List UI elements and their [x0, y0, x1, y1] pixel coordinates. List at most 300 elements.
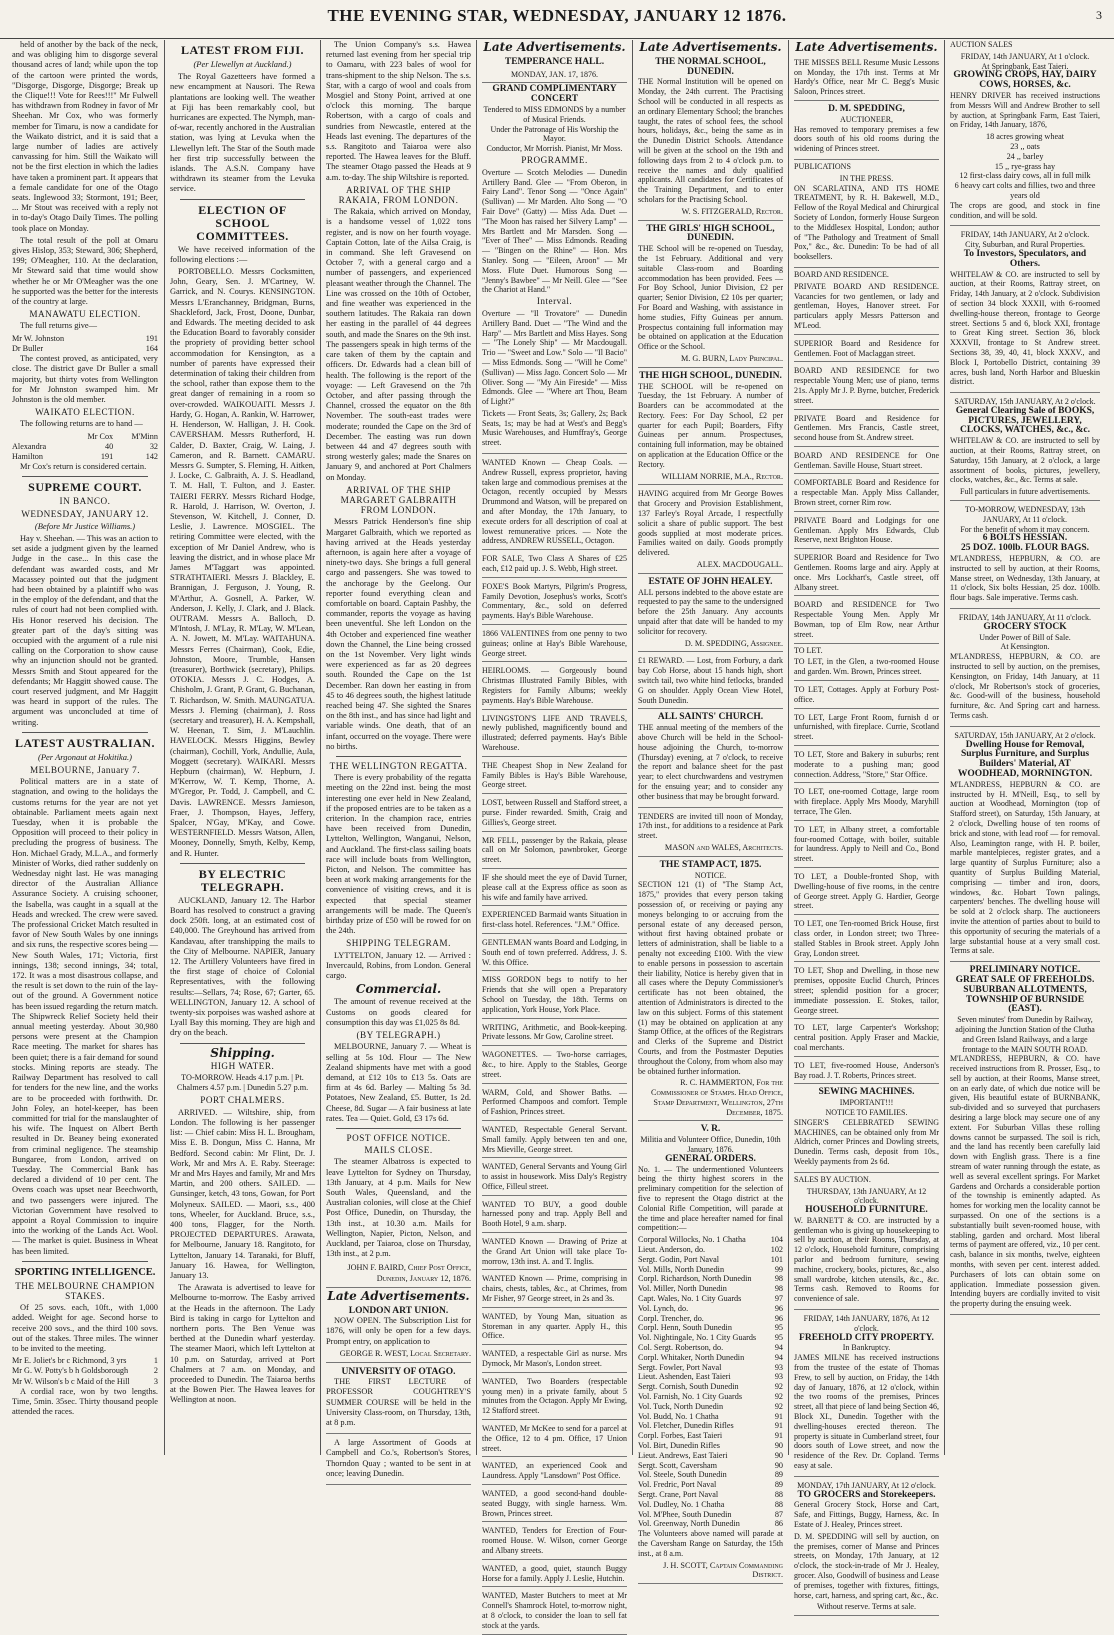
- column-rule: [788, 40, 789, 1455]
- freehold-ad: [794, 1312, 939, 1477]
- household-furniture-ad: [794, 1185, 939, 1311]
- suburban-heading: SUBURBAN ALLOTMENTS,: [963, 984, 1087, 995]
- late-ads-heading: Late Advertisements.: [483, 40, 626, 54]
- board-ad: PRIVATE BOARD AND RESIDENCE. Vacancies for two gentlemen, or lady and gentleman, Hoyes, Hanover street. For particulars apply Messrs Patterson and M'Leod.: [794, 280, 939, 335]
- volunteer-score: 89: [774, 1470, 783, 1480]
- crop-line: 12 first-class dairy cows, all in full milk: [959, 171, 1091, 181]
- column-rule: [476, 40, 477, 1455]
- table-row: [638, 1451, 783, 1461]
- divider: [22, 732, 148, 733]
- publication-body: ON SCARLATINA, AND ITS HOME TREATMENT, by R. H. Bakewell, M.D., Fellow of the Royal Medical and Chirurgical Society of London, formerly House Surgeon to the Middlesex Hospital, London; author of "The Pathology and Treatment of Small Pox," &c., &c. Dunedin: To be had of all booksellers.: [794, 183, 939, 262]
- normal-school-body: THE Normal Institution will be opened on Monday, the 24th current. The Practising School will be conducted in all respects as an ordinary Elementary School; the branches taught, the rates of school fees, the school hours, holidays, &c., being the same as in the Dunedin District Schools. Attendance will be given at the school on the 19th and following days from 2 to 4 o'clock p.m. to receive the names and duly qualified applicants. All candidates for Certificates of the Training Department, and to enter scholars for the Practising School.: [638, 77, 783, 204]
- sale-date: SATURDAY, 15th JANUARY, At 2 o'clock.: [954, 730, 1096, 740]
- volunteer-score: 92: [774, 1382, 783, 1392]
- to-let-ad: TO LET, in Albany street, a comfortable four-roomed Cottage, with boiler, suitable for laundress. Apply to Neill and Co., Bond street.: [794, 823, 939, 868]
- table-row: [638, 1265, 783, 1275]
- classified-ad: MISS GORDON begs to notify to her Friends that she will open a Preparatory School on Tuesday, the 18th. Terms on application, York House, York Place.: [482, 973, 627, 1018]
- concert-tender: Tendered to MISS EDMONDS by a number of Musical Friends.: [483, 104, 626, 124]
- court-date: WEDNESDAY, JANUARY 12.: [21, 508, 149, 519]
- girls-school-signature: M. G. BURN, Lady Principal.: [681, 353, 783, 363]
- tenders-ad: [638, 810, 783, 857]
- table-cell: Mr G. W. Potty's b h Goldsborough: [12, 1366, 129, 1376]
- hessian-label: 6 BOLTS HESSIAN.: [982, 533, 1068, 544]
- volunteer-score: 96: [774, 1313, 783, 1323]
- volunteer-score: 92: [774, 1401, 783, 1411]
- table-row: [638, 1490, 783, 1500]
- table-row: [638, 1323, 783, 1333]
- table-cell: 2: [153, 1366, 158, 1376]
- spedding-sale-body: D. M. SPEDDING will sell by auction, on the premises, corner of Manse and Princes streets, on Monday, 17th January, at 12 o'clock, the stock-in-trade of Mr J. Healey, grocer. Also, Goodwill of business and Lease of premises, together with fixtures, fittings, horse, cart, harness, and spring cart, &c., &c.: [794, 1531, 939, 1600]
- table-row: [638, 1441, 783, 1451]
- table-cell: Mr E. Joliet's br c Richmond, 3 yrs: [12, 1356, 127, 1366]
- investors-heading: To Investors, Speculators, and Others.: [963, 248, 1087, 269]
- estate-body: ALL persons indebted to the above estate are requested to pay the same to the undersigned before the 25th January. Any accounts unpaid after that date will be handed to my solicitor for recovery.: [638, 587, 783, 636]
- grocery-body: HAVING acquired from Mr George Bowes that Grocery and Provision Establishment, 137 Farley's Royal Arcade, I respectfully solicit a share of public support. The best goods supplied at most moderate prices. Families waited on daily. Goods promptly delivered.: [638, 489, 783, 558]
- volunteer-name: Vol. Fredric, Port Naval: [638, 1480, 717, 1490]
- to-let-ad: TO LET, one-roomed Cottage, large room with fireplace. Apply Mrs Moody, Maryhill terrace, The Glen.: [794, 785, 939, 820]
- table-row: [12, 1377, 158, 1387]
- to-let-ad: TO LET, five-roomed House, Anderson's Bay road. J. T. Roberts, Princes street.: [794, 1059, 939, 1085]
- grocers-sale-ad: [794, 1479, 939, 1616]
- interval-label: Interval.: [536, 296, 573, 307]
- crop-line: 24 ,, barley: [1006, 151, 1044, 161]
- volunteer-name: Vol. Miller, North Dunedin: [638, 1284, 727, 1294]
- classified-ad: FOR SALE, Two Class A Shares of £25 each, £12 paid up. J. S. Webb, High street.: [482, 552, 627, 578]
- post-office-signature: JOHN F. BAIRD, Chief Post Office, Dunedin, January 12, 1876.: [347, 1263, 471, 1283]
- volunteer-score: 93: [774, 1362, 783, 1372]
- programme-heading: PROGRAMME.: [521, 154, 588, 165]
- table-cell: Dr Buller: [12, 343, 44, 353]
- volunteer-name: Vol. Nightingale, No. 1 City Guards: [638, 1333, 757, 1343]
- fiji-heading: LATEST FROM FIJI.: [180, 43, 305, 57]
- estate-heading: ESTATE OF JOHN HEALEY.: [648, 576, 773, 587]
- church-body: THE annual meeting of the members of the above Church will be held in the School-house adjoining the Church, to-morrow (Thursday) evening, at 7 o'clock, to receive the report and balance sheet for the past year; to elect churchwardens and vestrymen for the ensuing year; and to consider any other business that may be brought forward.: [638, 723, 783, 801]
- classified-ad: WANTED Known — Prime, comprising in chairs, chests, tables, &c., at Chrimes, from Mr Fisher, 97 George street, in 2s and 3s.: [482, 1272, 627, 1307]
- high-school-ad: [638, 370, 783, 486]
- election-heading: ELECTION OF SCHOOL COMMITTEES.: [196, 202, 289, 243]
- girls-school-heading: THE GIRLS' HIGH SCHOOL, DUNEDIN.: [646, 223, 775, 244]
- column-6: [794, 40, 939, 1612]
- classified-ad: WANTED, Two Boarders (respectable young men) in a private family, about 5 minutes from the Octagon. Apply Mr Ewing, 12 Stafford street.: [482, 1375, 627, 1420]
- publications-heading: PUBLICATIONS: [794, 161, 851, 171]
- classified-ad: WANTED, Mr McKee to send for a parcel at the Office, 12 to 4 pm. Office, 17 Union street.: [482, 1422, 627, 1457]
- classified-ad: WANTED Known — Drawing of Prize at the Grand Art Union will take place To-morrow, 13th inst. A. and T. Inglis.: [482, 1235, 627, 1270]
- preliminary-heading: PRELIMINARY NOTICE.: [969, 965, 1081, 976]
- masthead-title: THE EVENING STAR, WEDNESDAY, JANUARY 12 1876.: [327, 6, 787, 25]
- spedding-subheading: AUCTIONEER,: [839, 114, 894, 124]
- column-2: [170, 40, 315, 1455]
- australian-body: Political matters are in a state of stagnation, and owing to the holidays the customs returns for the year are not yet obtainable. Parliament meets again next Tuesday, when it is probable the Opposition will proceed to their policy in precluding the progress of business. The Hon. Michael Grady, M.L.A., and formerly Minister of Works, died rather suddenly on Wednesday night last. He was managing director of the Australian Alliance Assurance Society. A cruising schooner, the Isabella, was caught in a squall at the Heads and wrecked. The crew were saved. The professional Cricket Match resulted in favor of New South Wales by one innings and six runs, the respective scores being — New South Wales, 171; Victoria, first innings, 138; second innings, 34; total, 172. It was a most disastrous collapse, and the result is set down to the ruin of the lay-out of the ground. A Government notice has been issued regarding the return match. The Shipwreck Relief Society held their annual meeting yesterday. About 30,980 persons were present at the Champion Race meeting. The market for shares has been quiet; there is a fair demand for sound stocks. Mining reports are steady. The Railway Department has resolved to call for tenders for the new line, and the works are to be proceeded with forthwith. Dr. John Foley, an hotel-keeper, has been committed for trial for the manslaughter of his wife. The Inquest on Albert Berth resulted in Dr. Beaney being exonerated from criminal negligence. The steamship Bungaree, from London, arrived on Tuesday. The Commercial Bank has declared a dividend of 10 per cent. The Ovens coach was upset near Beechworth, and two passengers were injured. The Victorian Government have resolved to appoint a Royal Commission to inquire into the working of the Lands Act. Wool. — The market is quiet. Business in Wheat has been limited.: [12, 777, 158, 1256]
- volunteer-name: Col. Sergt. Robertson, do.: [638, 1343, 724, 1353]
- classified-ad: IF she should meet the eye of David Turner, please call at the Express office as soon as his wife and family have arrived.: [482, 871, 627, 906]
- election-body: PORTOBELLO. Messrs Cocksmitten, John, Geary, Sen. J. M'Cartney, W. Garrick, and N. Courys. KENSINGTON. Messrs L'Eranchanney, Bridgman, Burns, Shackleford, Jack, Frost, Doone, Dunbar, and Edwards. The meeting decided to ask the Education Board to favorably consider the propriety of providing better school accommodation for Kensington, as a number of parents have expressed their determination of taking their children from the school, rather than expose them to the great danger of remaining in a room so over-crowded. WAIKOUAITI. Messrs J. Hardy, G. Hogan, A. Rankin, W. Harrower, H. Henderson, W. Halligan, J. H. Cook. CAVERSHAM. Messrs Rutherford, H. Calder, D. Baxter, Craig, W. Laing, J. Cameron, and R. Barnett. CAMARU. Messrs G. Sumpter, S. Fleming, H. Aitken, J. Locke, C. Galbraith, A. J. S. Headland, T. M. Hall, T. Fulton, and J. Easter. TAIERI FERRY. Messrs Richard Hodge, R. Harold, J. Harrison, W. Overton, J. Stevenson, W. Kitchell, J. Conner, D. Leslie, J. Lawrence. MOSGIEL. The retiring Committee were elected, with the exception of Mr Daniel Andrew, who is leaving the district, and in whose place Mr James M'Taggart was appointed. STRATHTAIERI. Messrs J. Blackley, E. Brannigan, J. Ferguson, J. Young, R. M'Arthur, A. Gosnell, A. Parker, W. Anderson, J. Kelly, J. Clark, and J. Black. OUTRAM. Messrs A. Balloch, D. M'Intosh, J. M'Lay, R. M'Lay, W. M'Lean, A. N. Jowett, M. M'Lay. WAITAHUNA. Messrs Ferres (Chairman), Cook, Edie, Johnston, Moore, Trumble, Hansen (treasurer), Borthwick (secretary), Philips. OTOKIA. Messrs J. C. Hodges, A. Chisholm, J. Grant, P. Grant, G. Buchanan, T. Richardson, W. Smith. MAUNGATUA. Messrs J. Fleming (chairman), J. Ross (secretary and treasurer), H. A. Kempshall, W. Heenan, T. Sim, J. M'Lauchlin. HAVELOCK. Messrs Higgins, Bewley (chairman), Cochill, York, Andullie, Aula, Moggett (secretary). WAIKARI. Messrs Hepburn (chairman), W. Hepburn, J. M'Kerrow, W. T. Kemp, Thorne, A. M'Gregor, Pr. Todd, J. Campbell, and C. Davis. LAWRENCE. Messrs Jamieson, Fraer, J. Thompson, Hayes, Jeffery, Spalcer, N'Gay, M'Kay, and Cowe. WESTERNFIELD. Messrs Watson, Allen, Mooney, Donnelly, Smyth, Kelby, Kemp, and R. Hunter.: [170, 267, 315, 858]
- classified-ad: THE Cheapest Shop in New Zealand for Family Bibles is Hay's Bible Warehouse, George street.: [482, 759, 627, 794]
- column-4: [482, 40, 627, 1630]
- column-rule: [944, 40, 945, 1455]
- grocers-heading: TO GROCERS and Storekeepers.: [797, 1489, 936, 1500]
- board-heading: BOARD AND RESIDENCE.: [794, 269, 889, 279]
- stamp-act-signature: R. C. HAMMERTON, For the Commissioner of Stamps. Head Office, Stamp Department, Wellington, 27th December, 1875.: [651, 1078, 783, 1117]
- volunteer-scores-table: [638, 1235, 783, 1529]
- shipping-telegram-body: LYTTELTON, January 12. — Arrived : Invercauld, Robins, from London. General cargo.: [326, 950, 471, 981]
- column-rule: [632, 40, 633, 1455]
- classified-ad: LIVINGSTON'S LIFE AND TRAVELS, newly published, magnificently bound and illustrated; deferred payments. Hay's Bible Warehouse.: [482, 712, 627, 757]
- volunteer-score: 97: [774, 1294, 783, 1304]
- volunteer-name: Vol. Steele, South Dunedin: [638, 1470, 727, 1480]
- full-particulars-note: Full particulars in future advertisements.: [960, 487, 1090, 497]
- crop-note: The crops are good, and stock in fine condition, and will be sold.: [950, 200, 1100, 220]
- volunteer-score: 98: [774, 1284, 783, 1294]
- shipping-telegram-heading: SHIPPING TELEGRAM.: [346, 938, 451, 949]
- table-row: [12, 344, 158, 354]
- table-cell: 32: [149, 441, 158, 451]
- table-row: [638, 1480, 783, 1490]
- volunteer-name: Lieut. Anderson, do.: [638, 1245, 706, 1255]
- page-number: 3: [1096, 8, 1102, 22]
- girls-school-body: THE School will be re-opened on Tuesday, the 1st February. Additional and very suitable Class-room and Boarding accommodation has been provided. Fees — For Boy School, Junior Division, £2 per quarter; Senior Division, £2 10s per quarter; For Board and Washing, with assistance in home studies, Fifty Guineas per annum. Prospectus containing full information may be obtained on application at the Education Office or the School.: [638, 244, 783, 352]
- volunteer-name: Lieut. Andrews, East Taieri: [638, 1450, 728, 1460]
- tenders-signature: MASON and WALES, Architects.: [664, 842, 783, 852]
- concert-conductor: Conductor, Mr Morrish. Pianist, Mr Moss.: [486, 144, 623, 154]
- waikato-intro: The following returns are to hand —: [20, 419, 143, 429]
- classified-ad: HEIRLOOMS. — Gorgeously bound Christmas Illustrated Family Bibles, with Registers for Family Albums; weekly payments. Hay's Bible Warehouse.: [482, 664, 627, 709]
- volunteer-score: 94: [774, 1343, 783, 1353]
- vr-heading: V. R.: [700, 1124, 721, 1135]
- volunteer-score: 90: [774, 1460, 783, 1470]
- table-row: [638, 1461, 783, 1471]
- tenders-body: TENDERS are invited till noon of Monday, 17th inst., for additions to a residence at Park street.: [638, 811, 783, 841]
- divider: [336, 1128, 461, 1129]
- university-heading: UNIVERSITY OF OTAGO.: [341, 1366, 456, 1377]
- volunteer-name: Corpl. Henn, South Dunedin: [638, 1323, 732, 1333]
- post-office-body: The steamer Albatross is expected to leave Lyttelton for Sydney on Thursday, 13th January, at 4 p.m. Mails for New South Wales, Queensland, and the Australian colonies, will close at the Chief Post Office, Dunedin, on Thursday, the 13th inst., at 10.30 a.m. Mails for Wellington, Napier, Picton, Nelson, and Auckland, per Taiaroa, close on Thursday, 13th inst., at 2 p.m.: [326, 1157, 471, 1259]
- volunteer-score: 89: [774, 1480, 783, 1490]
- sale-date: FRIDAY, 14th JANUARY, 1876, At 12 o'clock.: [803, 1314, 930, 1333]
- estate-signature: D. M. SPEDDING, Assignee.: [684, 638, 783, 648]
- girls-school-ad: [638, 223, 783, 368]
- fiji-subheading: (Per Llewellyn at Auckland.): [193, 59, 292, 69]
- volunteer-score: 99: [774, 1264, 783, 1274]
- crop-line: 15 ,, rye-grass hay: [994, 161, 1056, 171]
- normal-school-heading: THE NORMAL SCHOOL, DUNEDIN.: [655, 56, 766, 77]
- flour-bags-label: 25 DOZ. 100lb. FLOUR BAGS.: [960, 543, 1089, 554]
- volunteer-name: Corpl. Richardson, North Dunedin: [638, 1274, 752, 1284]
- woodhead-ad: [950, 729, 1100, 962]
- hessian-sale-ad: [950, 503, 1100, 609]
- classified-ad: LOST, between Russell and Stafford street, a purse. Finder rewarded. Smith, Craig and Gillies's, George street.: [482, 796, 627, 831]
- volunteer-name: Vol. Birt, Dunedin Rifles: [638, 1440, 720, 1450]
- city-properties-ad: [950, 228, 1100, 393]
- programme-part-1: Overture — Scotch Melodies — Dunedin Artillery Band. Glee — "From Oberon, in Fairy Land". Tenor Song — "Once Again" (Sullivan) — Mr Marden. Alto Song — "O Fair Dove" (Gatty) — Miss Ada. Duet — "The Moon has raised her Silvery Lamp" — Mrs Bartlett and Mr Marsden. Song — "Ever of Thee" — Miss Edmonds. Reading — "Bingen on the Rhine" — Hon. Mrs Stanley. Song — "Eileen, Aroon" — Mr Moss. Flute Duet. Humorous Song — "Jenny's Bawbee" — Mr Neill. Glee — "See the Chariot at Hand.": [482, 167, 627, 295]
- table-row: [638, 1402, 783, 1412]
- waikato-note: Mr Cox's return is considered certain.: [20, 462, 147, 472]
- campbell-ad: [326, 1436, 471, 1485]
- volunteer-name: Sergt. Godin, Port Naval: [638, 1254, 720, 1264]
- volunteer-name: Corpl. Trencher, do.: [638, 1313, 704, 1323]
- sewing-notice: NOTICE TO FAMILIES.: [825, 1107, 908, 1117]
- sewing-body: SINGER'S CELEBRATED SEWING MACHINES, can be obtained only from Mr Aldrich, corner Princes and Dowling streets, Dunedin. Terms cash, deposit from 10s., Weekly payments from 2s 6d.: [794, 1117, 939, 1166]
- grocery-stock-subheading: Under Power of Bill of Sale.: [979, 632, 1071, 642]
- arrivals-body: ARRIVED. — Wiltshire, ship, from London. The following is her passenger list: — Chief cabin: Miss H. L. Brougham, Miss E. B. Dongun, Miss C. Hanna, Mr Bedford. Second cabin: Mr Flint, Dr. J. Work, Mr and Mrs A. E. Raby. Steerage: Mr and Mrs Hayes and family, Mr and Mrs Martin, and 200 others. SAILED. — Gunsinger, ketch, 43 tons, Gowan, for Port Molyneux. SAILED. — Maori, s.s., 400 tons, Wheeler, for Auckland. Bruce, s.s., 400 tons, Flagger, for the North. PROJECTED DEPARTURES. Arawata, for Melbourne, January 18. Rangitoto, for Lyttelton, January 14. Taranaki, for Bluff, January 16. Hawea, for Wellington, January 13.: [170, 1107, 315, 1280]
- classified-ad: WANTED, General Servants and Young Girl to assist in housework. Miss Daly's Registry Office, Filleul street.: [482, 1160, 627, 1195]
- column-5: [638, 40, 783, 1580]
- board-ad: PRIVATE Board and Lodgings for one Gentleman. Apply Mrs Edwards, Club Reserve, next Brighton House.: [794, 514, 939, 549]
- manawatu-note: The contest proved, as anticipated, very close. The district gave Dr Buller a small majority, but thirty votes from Wellington for Mr Johnston swamped him. Mr Johnston is the old member.: [12, 354, 158, 404]
- sewing-heading: SEWING MACHINES.: [818, 1087, 915, 1098]
- to-let-ad: TO LET, Cottages. Apply at Forbury Post-office.: [794, 683, 939, 709]
- table-row: [12, 452, 158, 462]
- benefit-note: For the benefit of whom it may concern.: [960, 524, 1090, 534]
- manawatu-heading: MANAWATU ELECTION.: [29, 309, 141, 320]
- masthead: [0, 0, 1114, 39]
- waikato-table: [12, 432, 158, 463]
- court-body: Hay v. Sheehan. — This was an action to set aside a judgment given by the learned Judge in the case... In this case the defendant was awarded costs, and Mr Macassey pointed out that the judgment had been obtained by a plaintiff who was in the employ of the defendant, and that the rules of court had not been complied with. His Honor reserved his decision. The greater part of the day's sitting was occupied with the argument of a rule nisi calling on the Corporation to show cause why an injunction should not be granted. Messrs Smith and Stout appeared for the defendants; Mr Haggitt showed cause. The court reserved judgment, and Mr Haggitt was heard in support of the rules. The argument was unconcluded at time of writing.: [12, 533, 158, 727]
- crops-heading: GROWING CROPS, HAY, DAIRY COWS, HORSES, &c.: [953, 70, 1097, 91]
- volunteer-score: 91: [774, 1411, 783, 1421]
- volunteer-score: 96: [774, 1303, 783, 1313]
- volunteer-score: 90: [774, 1450, 783, 1460]
- table-cell: 1: [153, 1356, 158, 1366]
- concert-title: GRAND COMPLIMENTARY CONCERT: [492, 84, 617, 105]
- auction-sales-heading: AUCTION SALES: [950, 40, 1013, 49]
- volunteer-name: Vol. M'Phee, South Dunedin: [638, 1509, 732, 1519]
- sale-date: FRIDAY, 14th JANUARY, At 11 o'clock.: [958, 613, 1092, 623]
- in-press-label: IN THE PRESS.: [839, 173, 894, 183]
- projected-body: The Arawata is advertised to leave for Melbourne to-morrow. The Easby arrived at the Heads in the afternoon. The Lady Bird is taking in cargo for Lyttelton and northern ports. The Ben Venue was berthed at the Dunedin wharf yesterday. The steamer Maori, which left Lyttelton at 10 p.m. on Saturday, arrived at Port Chalmers at 7 a.m. on Monday, and proceeded to Dunedin. The Taiaroa berths at the Bowen Pier. The Hawea leaves for Wellington at noon.: [170, 1283, 315, 1405]
- table-row: [638, 1304, 783, 1314]
- spedding-sale-note: Without reserve. Terms at sale.: [817, 1602, 916, 1612]
- classified-ad: 1866 VALENTINES from one penny to two guineas; online at Hay's Bible Warehouse, George street.: [482, 627, 627, 662]
- board-list: [794, 280, 939, 644]
- divider: [22, 1261, 148, 1262]
- spedding-heading: D. M. SPEDDING,: [828, 103, 905, 114]
- volunteer-name: Vol. Tuck, North Dunedin: [638, 1401, 724, 1411]
- regatta-heading: THE WELLINGTON REGATTA.: [329, 761, 468, 772]
- sporting-body: Of 25 sovs. each, 10ft., with 1,000 added. Weight for age. Second horse to receive 200 sovs., and the third 100 sovs. out of the stakes. Three miles. The winner to be invited to the meeting.: [12, 1303, 158, 1353]
- sale-date: FRIDAY, 14th JANUARY, At 1 o'clock.: [960, 51, 1090, 61]
- volunteer-name: Sergt. Scott, Caversham: [638, 1460, 717, 1470]
- volunteer-score: 93: [774, 1372, 783, 1382]
- rakaia-heading: ARRIVAL OF THE SHIP RAKAIA, FROM LONDON.: [338, 184, 459, 206]
- sporting-note: A cordial race, won by two lengths. Time, 5min. 35sec. Thirty thousand people attended the races.: [12, 1386, 158, 1417]
- volunteer-name: Corpl. Whitaker, North Dunedin: [638, 1352, 745, 1362]
- stamp-act-notice: NOTICE.: [694, 870, 727, 880]
- columns: [12, 40, 1102, 1630]
- regatta-body: There is every probability of the regatta meeting on the 22nd inst. being the most interesting one ever held in New Zealand, if the proposed entries are to be taken as a criterion. In the champion race, entries have been received from Dunedin, Lyttelton, Wellington, Wanganui, Nelson, and Auckland. The first-class sailing boats race will include boats from Wellington, Picton, and Nelson. The committee has been at work making arrangements for the convenience of visiting crews, and it is expected that special steamer arrangements will be made. The Queen's birthday prize of £50 will be rowed for on the 24th.: [326, 773, 471, 936]
- great-sale-heading: GREAT SALE OF FREEHOLDS.: [955, 974, 1095, 985]
- waikato-heading: WAIKATO ELECTION.: [35, 407, 135, 418]
- concert-date: MONDAY, JAN. 17, 1876.: [482, 68, 627, 84]
- sale-date: MONDAY, 17th JANUARY, At 12 o'clock.: [797, 1480, 936, 1490]
- australian-dateline: MELBOURNE, January 7.: [29, 765, 141, 775]
- burnside-ad: [950, 964, 1100, 1315]
- stamp-act-ad: [638, 859, 783, 1122]
- art-union-heading: LONDON ART UNION.: [348, 1305, 449, 1316]
- election-intro: We have received information of the following elections :—: [170, 244, 315, 264]
- to-let-ad: TO LET, in the Glen, a two-roomed House and garden. Wm. Brown, Princes street.: [794, 655, 939, 681]
- whitelaw-books-body: WHITELAW & CO. are instructed to sell by auction, at their Rooms, Rattray street, on Saturday, 15th January, at 2 o'clock, a large assortment of books, pictures, jewellery, clocks, watches, &c., &c. Terms at sale.: [950, 436, 1100, 485]
- board-ad: BOARD AND RESIDENCE for One Gentleman. Saville House, Stuart street.: [794, 449, 939, 475]
- table-row: [638, 1510, 783, 1520]
- court-bench: (Before Mr Justice Williams.): [34, 520, 136, 531]
- household-furniture-heading: HOUSEHOLD FURNITURE.: [805, 1205, 928, 1216]
- board-ad: BOARD and RESIDENCE for Two Respectable Young Men. Apply Mr Bowman, top of Elm Row, near Arthur street.: [794, 598, 939, 643]
- table-row: [638, 1372, 783, 1382]
- volunteer-name: Sergt. Fowler, Port Naval: [638, 1362, 722, 1372]
- city-subheading: City, Suburban, and Rural Properties.: [965, 240, 1085, 250]
- estate-ad: [638, 576, 783, 653]
- volunteer-name: Vol. Farnish, No. 1 City Guards: [638, 1392, 743, 1401]
- table-row: [12, 1356, 158, 1366]
- volunteer-score: 90: [774, 1440, 783, 1450]
- column-7: [950, 40, 1100, 1455]
- volunteer-score: 92: [774, 1392, 783, 1401]
- table-header-row: [12, 432, 158, 442]
- springbank-ad: [950, 50, 1100, 227]
- union-body: The Union Company's s.s. Hawea returned last evening from her special trip to Oamaru, with 223 bales of wool for trans-shipment to the ship Nelson. The s.s. Star, with a cargo of wool and coals from Mosgiel and Stony Point, arrived at one o'clock this morning. The barque Robertson, with a cargo of coals and sundries from Newcastle, entered at the Heads last evening. The departures of the s.s. Rangitoto and Taiaroa were also reported. The Hawea leaves for the Bluff. The steamer Otago passed the Heads at 9 a.m. to-day. The ship Wiltshire is reported.: [326, 40, 471, 182]
- whitelaw-body: WHITELAW & CO. are instructed to sell by auction, at their Rooms, Rattray street, on Friday, 14th January, at 2 o'clock. Subdivision of section 34 block XXXII, with 6-roomed dwelling-house thereon, frontage to George street. Sections 5 and 6, block XXI, frontage to Great King street. Section 36, block XXXVII, frontage to St Andrew street. Sections 38, 39, 40, 41, block XXXV., and Block I, Portobello District, containing 39 acres, bush land, North Harbor and Blueskin district.: [950, 269, 1100, 387]
- volunteer-score: 91: [774, 1431, 783, 1441]
- art-union-body: NOW OPEN. The Subscription List for 1876, will only be open for a few days. Prompt entry, on application to: [326, 1316, 471, 1346]
- court-subheading: IN BANCO.: [59, 496, 111, 507]
- volunteer-name: Capt. Wales, No. 1 City Guards: [638, 1294, 742, 1304]
- sporting-heading: SPORTING INTELLIGENCE.: [14, 1266, 156, 1278]
- sale-date: TO-MORROW, WEDNESDAY, 13th JANUARY, At 11 o'clock.: [964, 505, 1086, 524]
- classified-ad: WANTED, a good second-hand double-seated Buggy, with single harness. Wm. Brown, Princes street.: [482, 1487, 627, 1522]
- article-poll: The total result of the poll at Omaru gives Hislop, 353; Steward, 306; Shepherd, 199; O'Meagher, 110. At the declaration, Mr Steward said that time would show whether he or Mr O'Meagher was the one he supported was the better for the interests of the country at large.: [12, 235, 158, 307]
- shipping-heading: Shipping.: [210, 1045, 275, 1060]
- classified-ad: WANTED, Tenders for Erection of Four-roomed House. W. Wilson, corner George and Albany streets.: [482, 1524, 627, 1559]
- divider: [336, 756, 461, 757]
- classified-ad: WANTED, Master Butchers to meet at Mr Connell's Shamrock Hotel, to-morrow night, at 8 o'clock, to consider the loan to sell fat stock at the yards.: [482, 1589, 627, 1634]
- volunteer-name: Vol. Dudley, No. 1 Chatha: [638, 1499, 725, 1509]
- volunteer-score: 86: [774, 1519, 783, 1529]
- table-header: M'Minn: [131, 431, 158, 441]
- table-cell: Hamilton: [12, 451, 43, 461]
- temperance-concert-ad: [482, 56, 627, 454]
- freehold-heading: FREEHOLD CITY PROPERTY.: [799, 1332, 934, 1343]
- spedding-body: Has removed to temporary premises a few doors south of his old rooms during the widening of Princes street.: [794, 124, 939, 154]
- church-ad: [638, 711, 783, 807]
- sale-date: FRIDAY, 14th JANUARY, At 2 o'clock.: [960, 230, 1090, 240]
- table-row: [638, 1421, 783, 1431]
- normal-school-signature: W. S. FITZGERALD, Rector.: [681, 206, 783, 216]
- table-row: [638, 1470, 783, 1480]
- general-orders-note: The Volunteers above named will parade at the Caversham Range on Saturday, the 15th inst., at 8 a.m.: [638, 1529, 783, 1558]
- commercial-heading: Commercial.: [355, 982, 442, 997]
- campbell-body: A large Assortment of Goods at Campbell and Co.'s, Robertson's Stores, Thorndon Quay ; wanted to be sent in at once; leaving Dunedin.: [326, 1438, 471, 1478]
- misses-bell-ad: THE MISSES BELL Resume Music Lessons on Monday, the 17th inst. Terms at Mr Hardy's Office, near Mr C. Begg's Music Saloon, Princes street.: [794, 56, 939, 101]
- commercial-body: The amount of revenue received at the Customs on goods cleared for consumption this day was £1,025 8s 8d.: [326, 997, 471, 1027]
- board-ad: BOARD AND RESIDENCE for two respectable Young Men; use of piano, terms 21s. Apply Mr J. P. Byrne, butcher, Frederick street.: [794, 364, 939, 409]
- high-water-heading: HIGH WATER.: [210, 1060, 275, 1071]
- burnside-subheading: Seven minutes' from Dunedin by Railway, adjoining the Junction Station of the Clutha and Green Island Railways, and a large frontage to the MAIN SOUTH ROAD.: [955, 1015, 1095, 1054]
- books-sale-ad: [950, 395, 1100, 501]
- classified-ad: WANTED, Respectable General Servant. Small family. Apply between ten and one, Mrs Mieville, George street.: [482, 1123, 627, 1158]
- classified-ad: WAGONETTES. — Two-horse carriages, &c., to hire. Apply to the Stables, George street.: [482, 1048, 627, 1083]
- volunteer-score: 95: [774, 1333, 783, 1343]
- volunteer-name: Corporal Willocks, No. 1 Chatha: [638, 1235, 746, 1245]
- publication-ad: [794, 172, 939, 268]
- driver-body: HENRY DRIVER has received instructions from Messrs Will and Andrew Brother to sell by auction, at Springbank Farm, East Taieri, on Friday, 14th January, 1876,: [950, 90, 1100, 130]
- sewing-machines-ad: [794, 1086, 939, 1172]
- table-header: Mr Cox: [87, 431, 114, 441]
- mlandress-hessian-body: M'LANDRESS, HEPBURN, & CO. are instructed to sell by auction, at their Rooms, Manse street, on Wednesday, 13th January, at 11 o'clock, Six bolts Hessian, 25 doz. 100lb. flour bags. Sale imperative. Terms cash.: [950, 554, 1100, 603]
- spedding-ad: [794, 103, 939, 160]
- classified-ad: WANTED, a good, quiet, staunch Buggy Horse for a family. Apply J. Leslie, Hutchin.: [482, 1562, 627, 1588]
- telegraph-heading: BY ELECTRIC TELEGRAPH.: [198, 866, 287, 894]
- volunteer-score: 101: [770, 1254, 783, 1264]
- table-row: [638, 1353, 783, 1363]
- margaret-body: Messrs Patrick Henderson's fine ship Margaret Galbraith, which we reported as having arrived at the Heads yesterday afternoon, is again here after a voyage of ninety-two days. She brings a full general cargo and passengers. She was towed to the anchorage by the Geelong. Our reporter found everything clean and comfortable on board. Captain Pashby, the commander, reports the voyage as having been uneventful. She left London on the 4th October and experienced fine weather down the Channel, the Line being crossed on the 1st November. Very light winds were experienced as far as 20 degrees south. Rounded the Cape on the 1st December. Ran down her easting in from 45 to 46 degrees south, the highest latitude reached being 47. She sighted the Snares on the 8th inst., and has since had light and variable winds. One death, that of an infant, occurred on the voyage. There were no births.: [326, 517, 471, 751]
- divider: [22, 476, 148, 477]
- sale-date: SATURDAY, 15th JANUARY, At 2 o'clock.: [954, 397, 1096, 407]
- post-office-heading: POST OFFICE NOTICE.: [346, 1132, 451, 1143]
- volunteer-name: Vol. Mills, North Dunedin: [638, 1264, 725, 1274]
- sale-date: THURSDAY, 13th JANUARY, At 12 o'clock.: [806, 1186, 927, 1206]
- late-ads-heading: Late Advertisements.: [639, 40, 782, 54]
- volunteer-score: 102: [770, 1245, 783, 1255]
- table-cell: Mr W. Johnston: [12, 333, 65, 343]
- late-ads-heading: Late Advertisements.: [327, 1288, 470, 1303]
- classified-ad: WANTED, an experienced Cook and Laundress. Apply "Lansdown" Post Office.: [482, 1459, 627, 1485]
- table-row: [12, 442, 158, 452]
- university-body: THE FIRST LECTURE of PROFESSOR COUGHTREY'S SUMMER COURSE will be held in the University Class-room, on Thursday, 13th, at 8 p.m.: [326, 1377, 471, 1427]
- classified-ad: WANTED, by Young Man, situation as Storeman in any quarter. Apply H., this Office.: [482, 1310, 627, 1345]
- divider: [180, 199, 305, 200]
- australian-subheading: (Per Argonaut at Hokitika.): [38, 751, 132, 762]
- vr-office: Militia and Volunteer Office, Dunedin, 10th January, 1876.: [640, 1135, 781, 1155]
- table-cell: 191: [145, 333, 158, 343]
- volunteer-score: 91: [774, 1421, 783, 1431]
- classified-ad: FOXE'S Book Martyrs, Pilgrim's Progress, Family Devotion, Josephus's works, Scott's Commentary, &c., sold on deferred payments. Hay's Bible Warehouse.: [482, 580, 627, 625]
- crop-line: 23 ,, oats: [1010, 141, 1040, 151]
- column-3: [326, 40, 471, 1478]
- table-row: [638, 1392, 783, 1402]
- classified-ad: GENTLEMAN wants Board and Lodging, in South end of town preferred. Address, J. S. W. this Office.: [482, 936, 627, 971]
- classified-ad: MR FELL, passenger by the Rakaia, please call on Mr Solomon, pawnbroker, George street.: [482, 834, 627, 869]
- volunteer-name: Vol. Lynch, do.: [638, 1303, 689, 1313]
- manawatu-intro: The full returns give—: [20, 321, 97, 331]
- board-ad: SUPERIOR Board and Residence for Two Gentlemen. Rooms large and airy. Apply at once. Mrs Lockhart's, Castle street, off Albany street.: [794, 551, 939, 596]
- grocery-stock-heading: GROCERY STOCK: [983, 621, 1067, 632]
- late-ads-heading: Late Advertisements.: [795, 40, 938, 54]
- table-row: [638, 1412, 783, 1422]
- by-telegraph-heading: (BY TELEGRAPH.): [356, 1030, 441, 1041]
- table-row: [638, 1431, 783, 1441]
- concert-tickets: Tickets — Front Seats, 3s; Gallery, 2s; Back Seats, 1s; may be had at West's and Begg's Music Warehouses, and Humffray's, George street.: [482, 408, 627, 448]
- divider: [180, 863, 305, 864]
- woodhead-heading: Dwelling House for Removal, Surplus Furniture, and Surplus Builders' Material, AT WOODHEAD, MORNINGTON.: [957, 739, 1093, 779]
- to-let-list: [794, 655, 939, 1084]
- table-row: [638, 1382, 783, 1392]
- table-cell: 142: [145, 451, 158, 461]
- volunteer-score: 94: [774, 1352, 783, 1362]
- reward-ad: £1 REWARD. — Lost, from Forbury, a dark bay Cob Horse, about 15 hands high, short switch tail, two white hind fetlocks, branded G on shoulder. Apply Ocean View Hotel, South Dunedin.: [638, 654, 783, 709]
- volunteer-name: Sergt. Crane, Port Naval: [638, 1489, 719, 1499]
- crop-line: 6 heavy cart colts and fillies, two and three years old: [954, 181, 1096, 200]
- mlandress-burnside-body: M'LANDRESS, HEPBURN, & CO. have received instructions from R. Prosser, Esq., to sell by auction, at their Rooms, Manse street, on an early date, of which due notice will be given, His beautiful estate of BURNBANK, sub-divided and so surveyed that purchasers desiring a large block may secure one of any extent. For Suburban Villas these rolling downs cannot be surpassed. The soil is rich, and the land has recently been carefully laid down with English grass. There is a fine stream of water running through the estate, as well as several excellent springs. For Market Gardens and Orchards a considerable portion of the township is eminently adapted. As homes for working men the locality cannot be surpassed. On one of the sections is a substantially built seven-roomed house, with stabling, garden and orchard. Most liberal terms of payment are offered, viz., 10 per cent. cash, balance in six months, twelve, eighteen months, with seven per cent. interest added. Purchasers of lots can obtain some on application. Immediate possession given. Intending buyers are cordially invited to visit the property during the ensuing week.: [950, 1054, 1101, 1309]
- to-let-ad: TO LET, large Carpenter's Workshop; central position. Apply Fraser and Mackie, coal merchants.: [794, 1021, 939, 1056]
- table-cell: 191: [100, 451, 114, 461]
- sporting-subheading: THE MELBOURNE CHAMPION STAKES.: [15, 1280, 155, 1301]
- high-school-body: THE SCHOOL will be re-opened on Tuesday, the 1st February. A number of Boarders can be accommodated at the Rectory. Fees: For Day School, £2 per quarter for each Pupil; Boarders, Fifty Guineas per annum. Prospectuses, containing full information, may be obtained on application at the Education Office or the Rectory.: [638, 381, 783, 469]
- to-let-ad: TO LET, Shop and Dwelling, in those new premises, opposite Euclid Church, Princes street; splendid position for a grocer; immediate possession. E. Stokes, tailor, George street.: [794, 964, 939, 1019]
- table-row: [12, 334, 158, 344]
- column-rule: [320, 40, 321, 1455]
- table-row: [638, 1343, 783, 1353]
- margaret-heading: ARRIVAL OF THE SHIP MARGARET GALBRAITH FROM LONDON.: [340, 484, 457, 516]
